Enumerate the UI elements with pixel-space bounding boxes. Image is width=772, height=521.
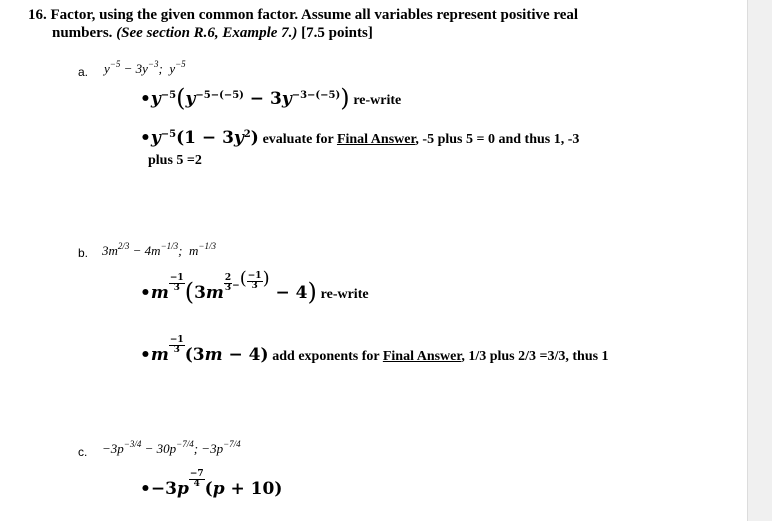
- part-b-final-answer-label: Final Answer: [382, 349, 462, 364]
- part-b-add-note: [272, 349, 608, 364]
- problem-number: 16.: [28, 7, 47, 23]
- part-a-evaluate-note: [263, 132, 580, 147]
- part-b-step2-math: •m $\frac{-1}{3}$ (3m − 4): [140, 335, 269, 365]
- part-b-add-prefix: add exponents for: [272, 349, 383, 364]
- part-a-expression: $y^{-5} - 3y^{-3}$; $y^{-5}$: [104, 59, 186, 76]
- problem-instruction: Factor, using the given common factor. Assume all variables represent positive real: [50, 7, 579, 23]
- part-b-step1-math: •m $\frac{-1}{3}$ (3m $\frac{2}{3}$ −( $\frac{-1}{3}$ ) − 4): [140, 268, 317, 306]
- part-b-step1: [140, 268, 369, 306]
- part-a-evaluate-suffix: , -5 plus 5 = 0 and thus 1, -3: [415, 132, 580, 147]
- part-a-evaluate-line2: plus 5 =2: [148, 153, 202, 168]
- problem-heading-line1: [28, 6, 578, 24]
- part-c-step1-math: •−3p $\frac{-7}{4}$ (p + 10): [140, 469, 283, 499]
- part-a-evaluate-prefix: evaluate for: [262, 132, 337, 147]
- heading-numbers-text: numbers.: [52, 25, 113, 41]
- part-c-expression: $-3p^{-3/4} - 30p^{-7/4}$; $-3p^{-7/4}$: [102, 439, 241, 456]
- part-a-step2: [140, 128, 579, 148]
- problem-heading-line2: [52, 24, 373, 42]
- part-a-final-answer-label: Final Answer: [336, 132, 416, 147]
- part-a-step2-math: $•y^{-5}(1 - 3y^2)$: [140, 128, 259, 148]
- part-c-step1: [140, 470, 282, 499]
- part-a-rewrite-note: re-write: [353, 93, 402, 108]
- part-b-label: b.: [78, 246, 89, 260]
- section-reference: (See section R.6, Example 7.): [116, 25, 298, 41]
- part-b-expression: $3m^{2/3} - 4m^{-1/3}$; $m^{-1/3}$: [102, 241, 216, 258]
- part-b-step2: [140, 336, 609, 365]
- part-a-step1: [140, 84, 401, 112]
- points-label: [7.5 points]: [301, 25, 373, 41]
- part-b-add-suffix: , 1/3 plus 2/3 =3/3, thus 1: [461, 349, 609, 364]
- vertical-scrollbar[interactable]: [747, 0, 772, 521]
- part-c-label: c.: [78, 445, 88, 459]
- part-b-rewrite-note: re-write: [320, 287, 369, 302]
- part-a-step1-math: $•y^{-5}(y^{-5-(-5)} - 3y^{-3-(-5)})$: [140, 84, 350, 112]
- part-a-label: a.: [78, 65, 89, 79]
